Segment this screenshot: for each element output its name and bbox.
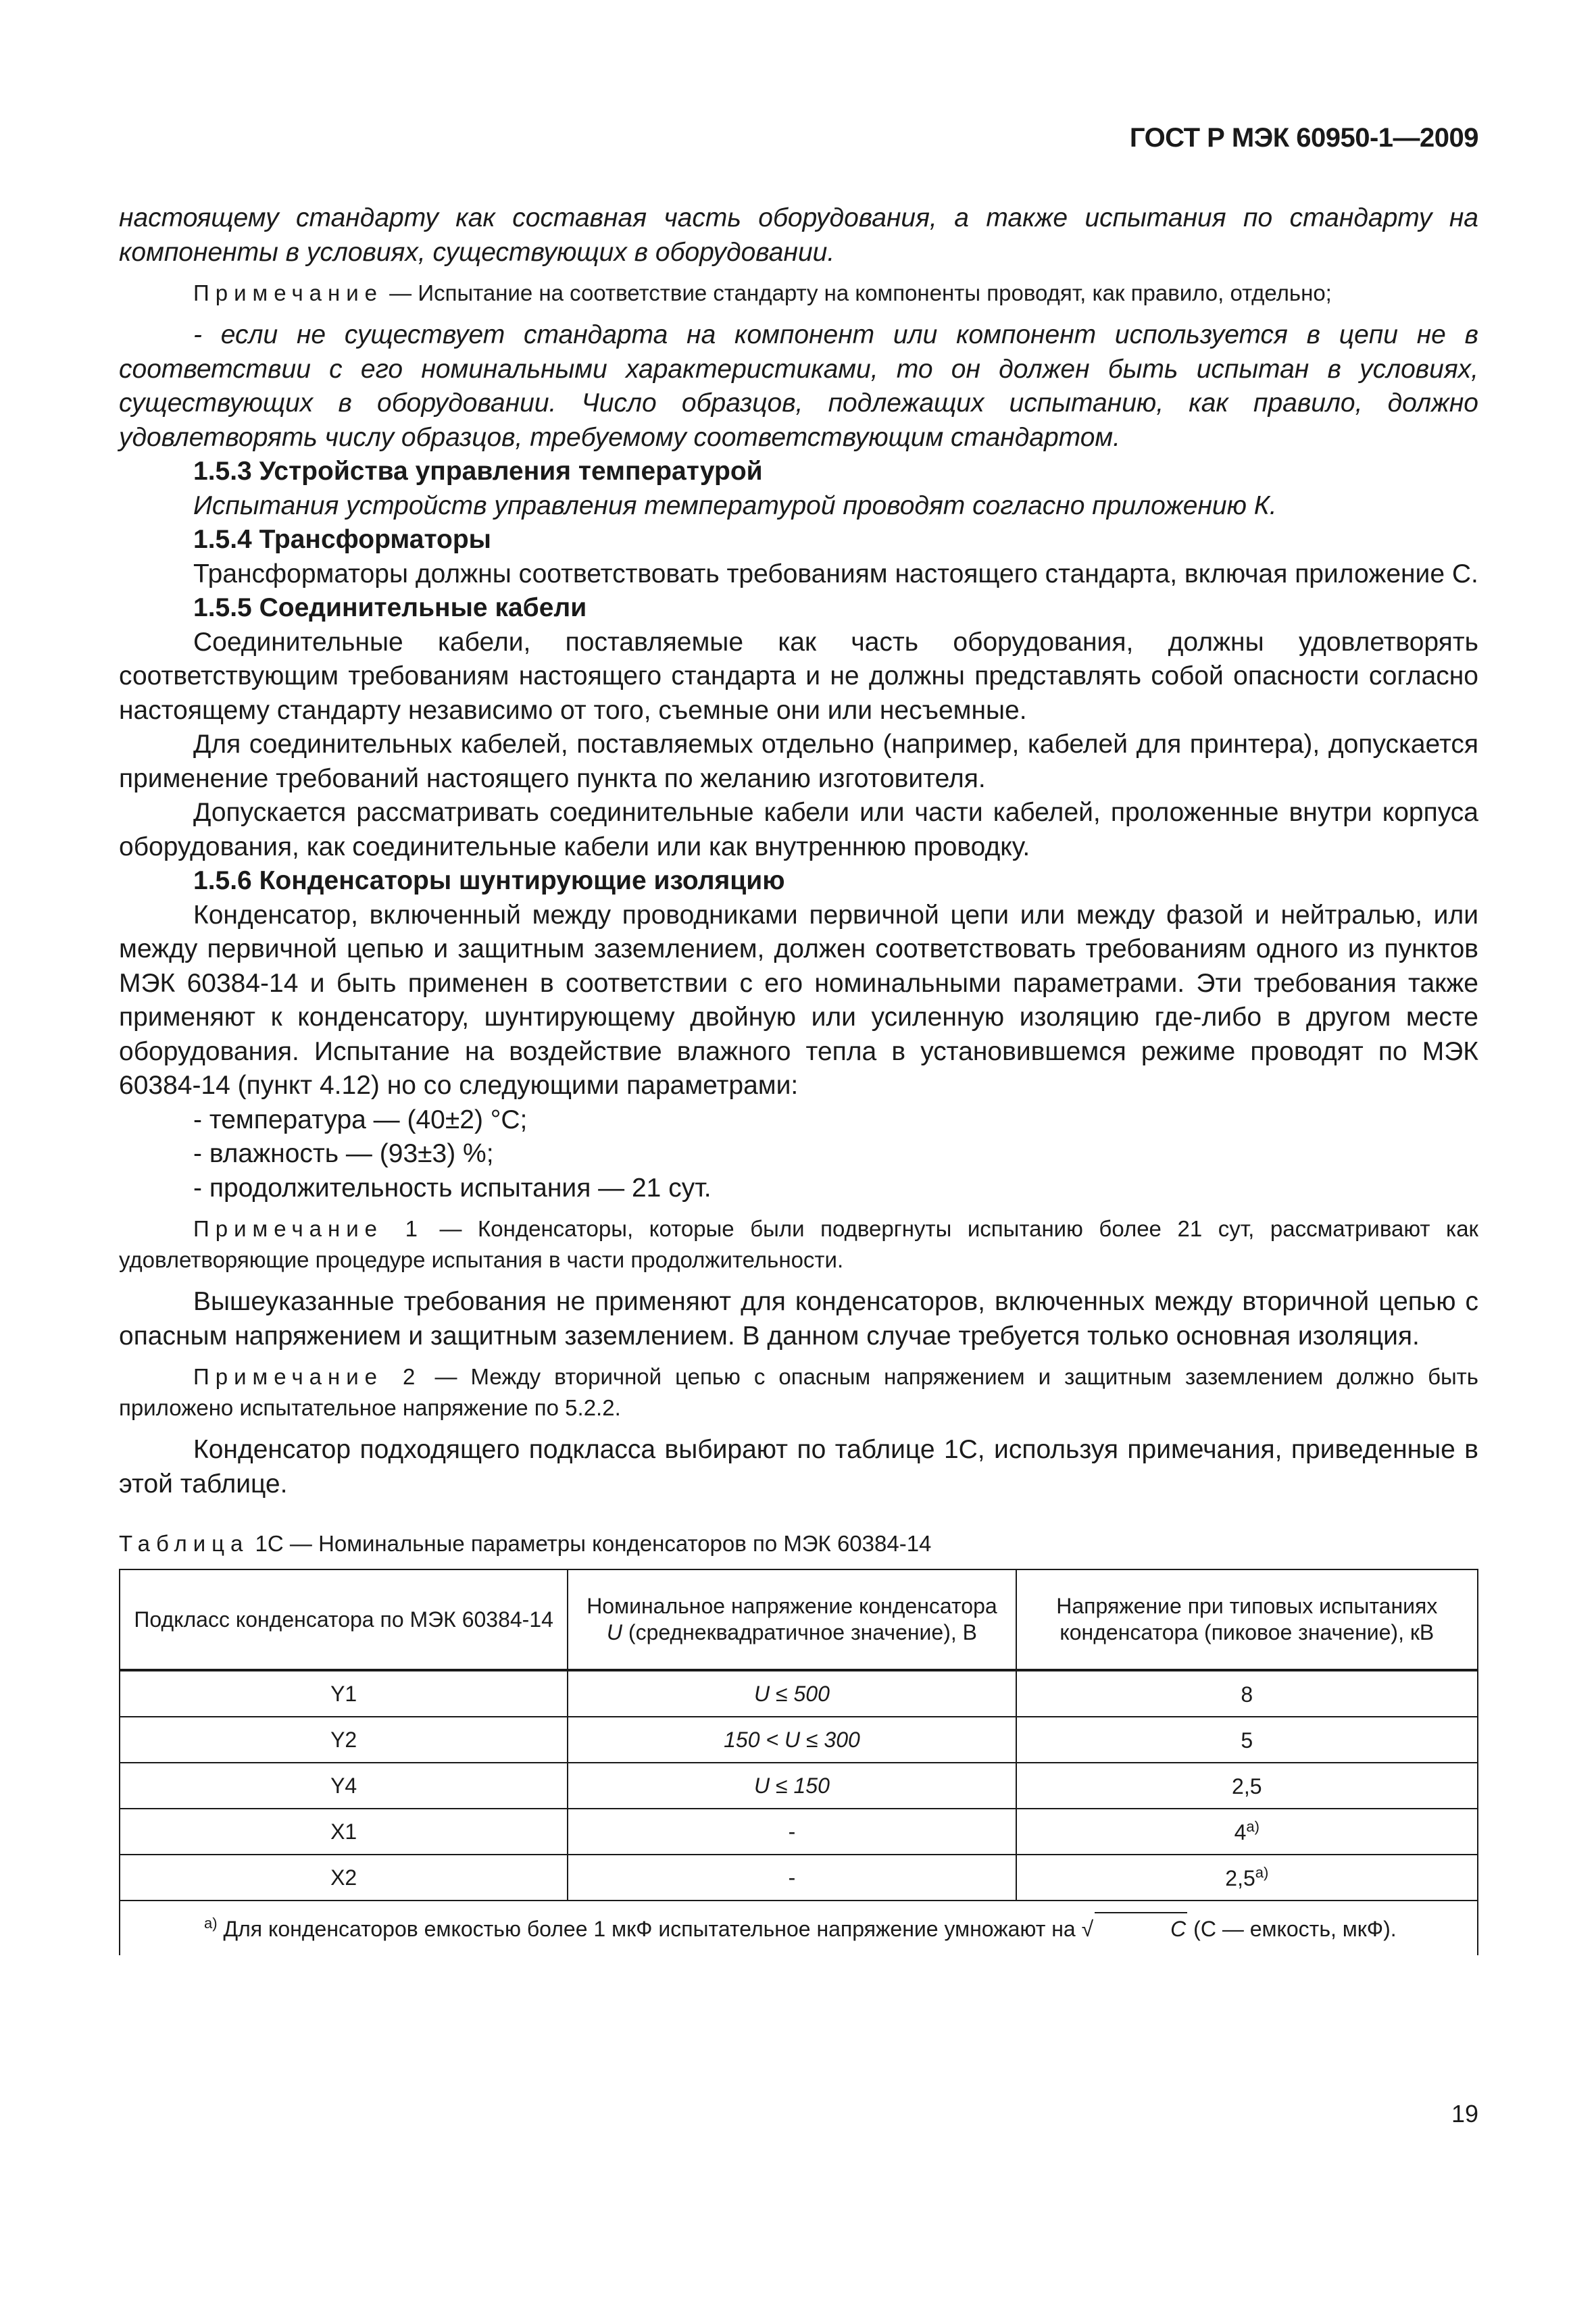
table-row — [120, 1717, 1478, 1763]
cell-subclass: X2 — [120, 1855, 568, 1901]
note-2-label: Примечание 2 — [193, 1364, 422, 1389]
table-row — [120, 1670, 1478, 1717]
cell-rated-voltage: - — [568, 1855, 1016, 1901]
heading-1-5-6: 1.5.6 Конденсаторы шунтирующие изоляцию — [193, 866, 785, 895]
note-0-label: Примечание — [193, 280, 384, 305]
footnote-mark: а) — [204, 1915, 218, 1932]
heading-1-5-4: 1.5.4 Трансформаторы — [193, 525, 491, 554]
table-caption-text: 1С — Номинальные параметры конденсаторов по МЭК 60384-14 — [249, 1531, 932, 1556]
table-footnote-row — [120, 1901, 1478, 1955]
sqrt-icon: √ — [1081, 1917, 1094, 1941]
cell-rated-voltage: U ≤ 150 — [568, 1763, 1016, 1809]
table-row — [120, 1809, 1478, 1855]
cell-test-voltage: 5 — [1016, 1717, 1478, 1763]
paragraph-8: Конденсатор, включенный между проводниками первичной цепи или между фазой и нейтралью, или между первичной цепью и защитным заземлением, должен соответствовать требованиям одного из пунктов МЭК 60384-14 и быть применен в соответствии с его номинальными параметрами. Эти требования также применяют к конденсатору, шунтирующему двойную или усиленную изоляцию где-либо в другом месте оборудования. Испытание на воздействие влажного тепла в установившемся режиме проводят по МЭК 60384-14 (пункт 4.12) но со следующими параметрами: — [119, 900, 1478, 1100]
paragraph-1: настоящему стандарту как составная часть оборудования, а также испытания по стандарту на компоненты в условиях, существующих в оборудовании. — [119, 203, 1478, 267]
cell-subclass: Y4 — [120, 1763, 568, 1809]
footnote-text: Для конденсаторов емкостью более 1 мкФ испытательное напряжение умножают на — [217, 1917, 1082, 1941]
paragraph-7: Допускается рассматривать соединительные кабели или части кабелей, проложенные внутри корпуса оборудования, как соединительные кабели или как внутреннюю проводку. — [119, 798, 1478, 861]
note-0-text: — Испытание на соответствие стандарту на компоненты проводят, как правило, отдельно; — [383, 280, 1332, 305]
document-body — [119, 201, 1478, 1955]
table-footnote — [120, 1901, 1478, 1955]
cell-rated-voltage: - — [568, 1809, 1016, 1855]
cell-test-voltage: $2,5^{а)}$ — [1016, 1855, 1478, 1901]
paragraph-2: - если не существует стандарта на компонент или компонент используется в цепи не в соответствии с его номинальными характеристиками, то он должен быть испытан в условиях, существующих в оборудовании. Число образцов, подлежащих испытанию, как правило, должно удовлетворять числу образцов, требуемому соответствующим стандартом. — [119, 320, 1478, 452]
page-number: 19 — [1451, 2100, 1478, 2128]
cell-rated-voltage: 150 < U ≤ 300 — [568, 1717, 1016, 1763]
list-item-humidity: - влажность — (93±3) %; — [193, 1139, 494, 1168]
paragraph-6: Для соединительных кабелей, поставляемых отдельно (например, кабелей для принтера), допускается применение требований настоящего пункта по желанию изготовителя. — [119, 730, 1478, 793]
cell-subclass: Y1 — [120, 1670, 568, 1717]
cell-subclass: X1 — [120, 1809, 568, 1855]
cell-subclass: Y2 — [120, 1717, 568, 1763]
heading-1-5-3: 1.5.3 Устройства управления температурой — [193, 457, 763, 486]
table-caption-label: Таблица — [119, 1531, 249, 1556]
note-1 — [119, 1213, 1478, 1276]
sqrt-radicand: C — [1095, 1912, 1187, 1944]
cell-test-voltage: 2,5 — [1016, 1763, 1478, 1809]
list-item-duration: - продолжительность испытания — 21 сут. — [193, 1173, 712, 1203]
list-item-temperature: - температура — (40±2) °С; — [193, 1105, 528, 1134]
heading-1-5-5: 1.5.5 Соединительные кабели — [193, 593, 587, 622]
paragraph-10: Конденсатор подходящего подкласса выбирают по таблице 1С, используя примечания, приведенные в этой таблице. — [119, 1435, 1478, 1499]
header-subclass: Подкласс конденсатора по МЭК 60384-14 — [120, 1569, 568, 1670]
paragraph-9: Вышеуказанные требования не применяют для конденсаторов, включенных между вторичной цепью с опасным напряжением и защитным заземлением. В данном случае требуется только основная изоляция. — [119, 1287, 1478, 1351]
cell-test-voltage: $4^{а)}$ — [1016, 1809, 1478, 1855]
note-2 — [119, 1361, 1478, 1424]
table-row — [120, 1763, 1478, 1809]
table-caption — [119, 1528, 1478, 1559]
cell-rated-voltage: U ≤ 500 — [568, 1670, 1016, 1717]
paragraph-3: Испытания устройств управления температурой проводят согласно приложению К. — [193, 491, 1277, 520]
paragraph-4: Трансформаторы должны соответствовать требованиям настоящего стандарта, включая приложение С. — [193, 559, 1478, 588]
footnote-tail: (С — емкость, мкФ). — [1187, 1917, 1397, 1941]
cell-test-voltage: 8 — [1016, 1670, 1478, 1717]
note-0 — [119, 278, 1478, 309]
header-rated-voltage: Номинальное напряжение конденсатора U (среднеквадратичное значение), В — [568, 1569, 1016, 1670]
table-row — [120, 1855, 1478, 1901]
note-1-label: Примечание 1 — [193, 1216, 424, 1241]
header-test-voltage: Напряжение при типовых испытаниях конденсатора (пиковое значение), кВ — [1016, 1569, 1478, 1670]
paragraph-5: Соединительные кабели, поставляемые как часть оборудования, должны удовлетворять соответствующим требованиям настоящего стандарта и не должны представлять собой опасности согласно настоящему стандарту независимо от того, съемные они или несъемные. — [119, 627, 1478, 725]
note-1-text: — Конденсаторы, которые были подвергнуты испытанию более 21 сут, рассматривают как удовлетворяющие процедуре испытания в части продолжительности. — [119, 1216, 1478, 1272]
document-header: ГОСТ Р МЭК 60950-1—2009 — [1129, 123, 1478, 153]
capacitor-ratings-table — [119, 1569, 1478, 1955]
note-2-text: — Между вторичной цепью с опасным напряжением и защитным заземлением должно быть приложено испытательное напряжение по 5.2.2. — [119, 1364, 1478, 1420]
table-header-row — [120, 1569, 1478, 1670]
